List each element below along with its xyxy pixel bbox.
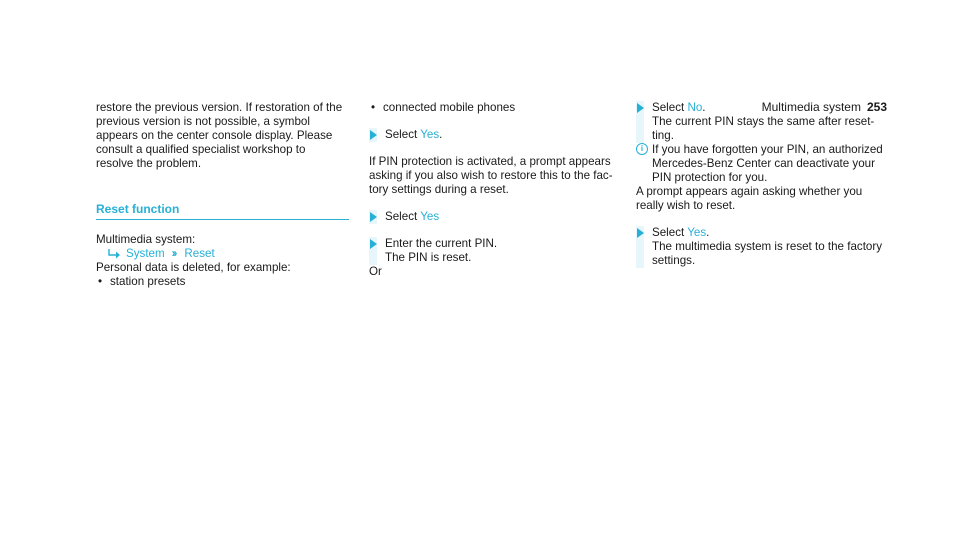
intro-line: appears on the center console display. Please [96,129,333,142]
bullet-icon: • [98,275,103,288]
step-arrow-icon [370,130,377,140]
step-arrow-icon [370,212,377,222]
step-arrow-icon [370,239,377,249]
step-arrow-icon [637,228,644,238]
path-arrow-icon [108,248,121,260]
section-title: Reset function [96,202,349,220]
or-text: Or [369,265,382,278]
para-line: asking if you also wish to restore this to the fac- [369,169,613,182]
info-note: i If you have forgotten your PIN, an authorized Mercedes-Benz Center can deactivate your PIN protection for you. [636,143,892,185]
para-line: tory settings during a reset. [369,183,509,196]
list-item [96,275,354,289]
step-select-no: Select No. The current PIN stays the same after reset- ting. [636,101,892,143]
option-no: No [687,101,703,114]
column-1 [96,101,354,289]
intro-line: resolve the problem. [96,157,202,170]
page-number: 253 [866,100,887,114]
intro-line: previous version is not possible, a symbol [96,115,310,128]
list-item-text: station presets [110,275,186,288]
list-item [369,101,622,115]
info-icon: i [636,143,648,155]
menu-path-prefix: Multimedia system: [96,233,196,246]
bullet-icon: • [371,101,376,114]
intro-line: consult a qualified specialist workshop to [96,143,306,156]
menu-path [96,247,354,261]
option-yes: Yes [420,210,440,223]
step-select-yes: Select Yes. [369,128,622,142]
option-yes: Yes [687,226,707,239]
path-system: System [126,247,165,260]
step-enter-pin: Enter the current PIN. The PIN is reset. [369,237,622,265]
para-line: If PIN protection is activated, a prompt appears [369,155,611,168]
step-select-yes-2: Select Yes [369,210,622,224]
path-reset: Reset [184,247,215,260]
body-text: Personal data is deleted, for example: [96,261,291,274]
option-yes: Yes [420,128,440,141]
column-3 [636,101,892,268]
step-select-yes-3: Select Yes. The multimedia system is reset to the factory settings. [636,226,892,268]
column-2 [369,101,622,279]
double-chevron-icon: ›› [171,247,176,260]
para-line: really wish to reset. [636,199,736,212]
intro-line: restore the previous version. If restoration of the [96,101,343,114]
step-arrow-icon [637,103,644,113]
para-line: A prompt appears again asking whether you [636,185,863,198]
list-item-text: connected mobile phones [383,101,516,114]
header-title: Multimedia system [761,100,861,114]
